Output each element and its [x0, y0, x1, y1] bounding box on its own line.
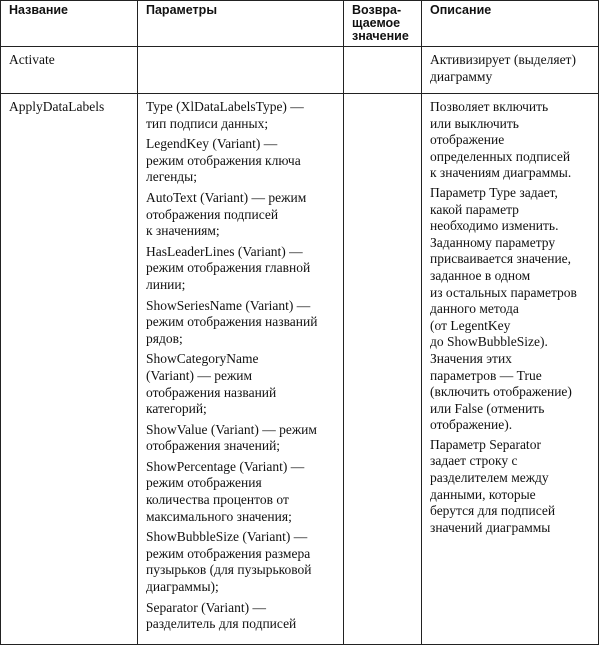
parameter-line: режим отображения названий	[146, 314, 318, 330]
description-cell	[422, 47, 599, 94]
parameter-line: тип подписи данных;	[146, 115, 269, 131]
description-paragraph	[430, 99, 592, 182]
parameter-line: максимального значения;	[146, 508, 292, 524]
description-line: отображение).	[430, 417, 513, 433]
parameter-line: разделитель для подписей	[146, 616, 297, 632]
description-line: Позволяет включить	[430, 99, 549, 114]
parameter-line: рядов;	[146, 330, 183, 346]
parameter-entry	[146, 190, 337, 240]
description-line: данными, которые	[430, 486, 536, 502]
return-value-cell	[344, 94, 422, 645]
description-line: берутся для подписей	[430, 503, 556, 519]
description-line: или выключить	[430, 115, 519, 131]
parameter-entry	[146, 99, 337, 132]
parameter-line: к значениям;	[146, 223, 220, 239]
params-cell	[138, 94, 344, 645]
description-line: отображение	[430, 132, 505, 148]
description-line: заданное в одном	[430, 267, 531, 283]
parameter-line: ShowSeriesName (Variant) —	[146, 297, 311, 313]
description-line: задает строку с	[430, 453, 518, 469]
description-line: Активизирует (выделяет)	[430, 52, 576, 67]
header-params: Параметры	[138, 1, 344, 47]
parameter-line: ShowPercentage (Variant) —	[146, 458, 305, 474]
parameter-line: диаграммы);	[146, 579, 219, 595]
description-line: или False (отменить	[430, 400, 545, 416]
description-line: значений диаграммы	[430, 519, 551, 535]
parameter-line: AutoText (Variant) — режим	[146, 189, 307, 205]
header-description: Описание	[422, 1, 599, 47]
method-name-cell	[1, 94, 138, 645]
description-line: Параметр Type задает,	[430, 184, 558, 200]
parameter-line: отображения значений;	[146, 438, 281, 454]
description-line: параметров — True	[430, 367, 542, 383]
header-return-line: щаемое	[352, 16, 401, 30]
description-line: присваивается значение,	[430, 251, 572, 267]
parameter-line: Type (XlDataLabelsType) —	[146, 99, 304, 114]
parameter-line: легенды;	[146, 169, 197, 185]
header-return-line: значение	[352, 29, 409, 43]
description-line: какой параметр	[430, 201, 519, 217]
method-name-cell	[1, 47, 138, 94]
description-line: до ShowBubbleSize).	[430, 334, 548, 350]
parameter-line: категорий;	[146, 401, 207, 417]
table-row	[1, 94, 599, 645]
parameter-line: режим отображения размера	[146, 545, 311, 561]
method-name: ApplyDataLabels	[9, 99, 105, 114]
description-line: разделителем между	[430, 470, 549, 486]
parameter-line: LegendKey (Variant) —	[146, 136, 278, 152]
parameter-line: пузырьков (для пузырьковой	[146, 562, 312, 578]
parameter-entry	[146, 600, 337, 633]
description-line: к значениям диаграммы.	[430, 165, 572, 181]
params-cell	[138, 47, 344, 94]
description-line: Параметр Separator	[430, 436, 541, 452]
parameter-line: отображения подписей	[146, 206, 279, 222]
description-line: данного метода	[430, 301, 519, 317]
description-line: (включить отображение)	[430, 384, 572, 400]
description-line: (от LegentKey	[430, 317, 511, 333]
parameter-entry	[146, 459, 337, 525]
description-paragraph	[430, 185, 592, 434]
description-line: Значения этих	[430, 350, 512, 366]
parameter-line: ShowCategoryName	[146, 351, 259, 367]
parameter-line: линии;	[146, 276, 186, 292]
parameter-entry	[146, 136, 337, 186]
parameter-line: режим отображения ключа	[146, 152, 301, 168]
description-line: необходимо изменить.	[430, 218, 559, 234]
method-name: Activate	[9, 52, 55, 67]
header-return-line: Возвра-	[352, 3, 402, 17]
description-line: Заданному параметру	[430, 234, 556, 250]
parameter-entry	[146, 244, 337, 294]
description-paragraph	[430, 52, 592, 85]
description-line: диаграмму	[430, 68, 493, 84]
parameter-line: Separator (Variant) —	[146, 599, 266, 615]
description-cell	[422, 94, 599, 645]
parameter-entry	[146, 351, 337, 417]
description-line: из остальных параметров	[430, 284, 577, 300]
parameter-line: ShowValue (Variant) — режим	[146, 421, 317, 437]
parameter-line: HasLeaderLines (Variant) —	[146, 243, 303, 259]
parameter-entry	[146, 529, 337, 595]
parameter-entry	[146, 298, 337, 348]
parameter-line: отображения названий	[146, 384, 277, 400]
parameter-line: (Variant) — режим	[146, 367, 253, 383]
parameter-line: количества процентов от	[146, 492, 289, 508]
table-row	[1, 47, 599, 94]
header-name: Название	[1, 1, 138, 47]
header-row	[1, 1, 599, 47]
parameter-entry	[146, 422, 337, 455]
description-line: определенных подписей	[430, 148, 571, 164]
parameter-line: ShowBubbleSize (Variant) —	[146, 529, 308, 545]
description-paragraph	[430, 437, 592, 537]
parameter-line: режим отображения главной	[146, 260, 311, 276]
parameter-line: режим отображения	[146, 475, 262, 491]
header-return-value	[344, 1, 422, 47]
return-value-cell	[344, 47, 422, 94]
